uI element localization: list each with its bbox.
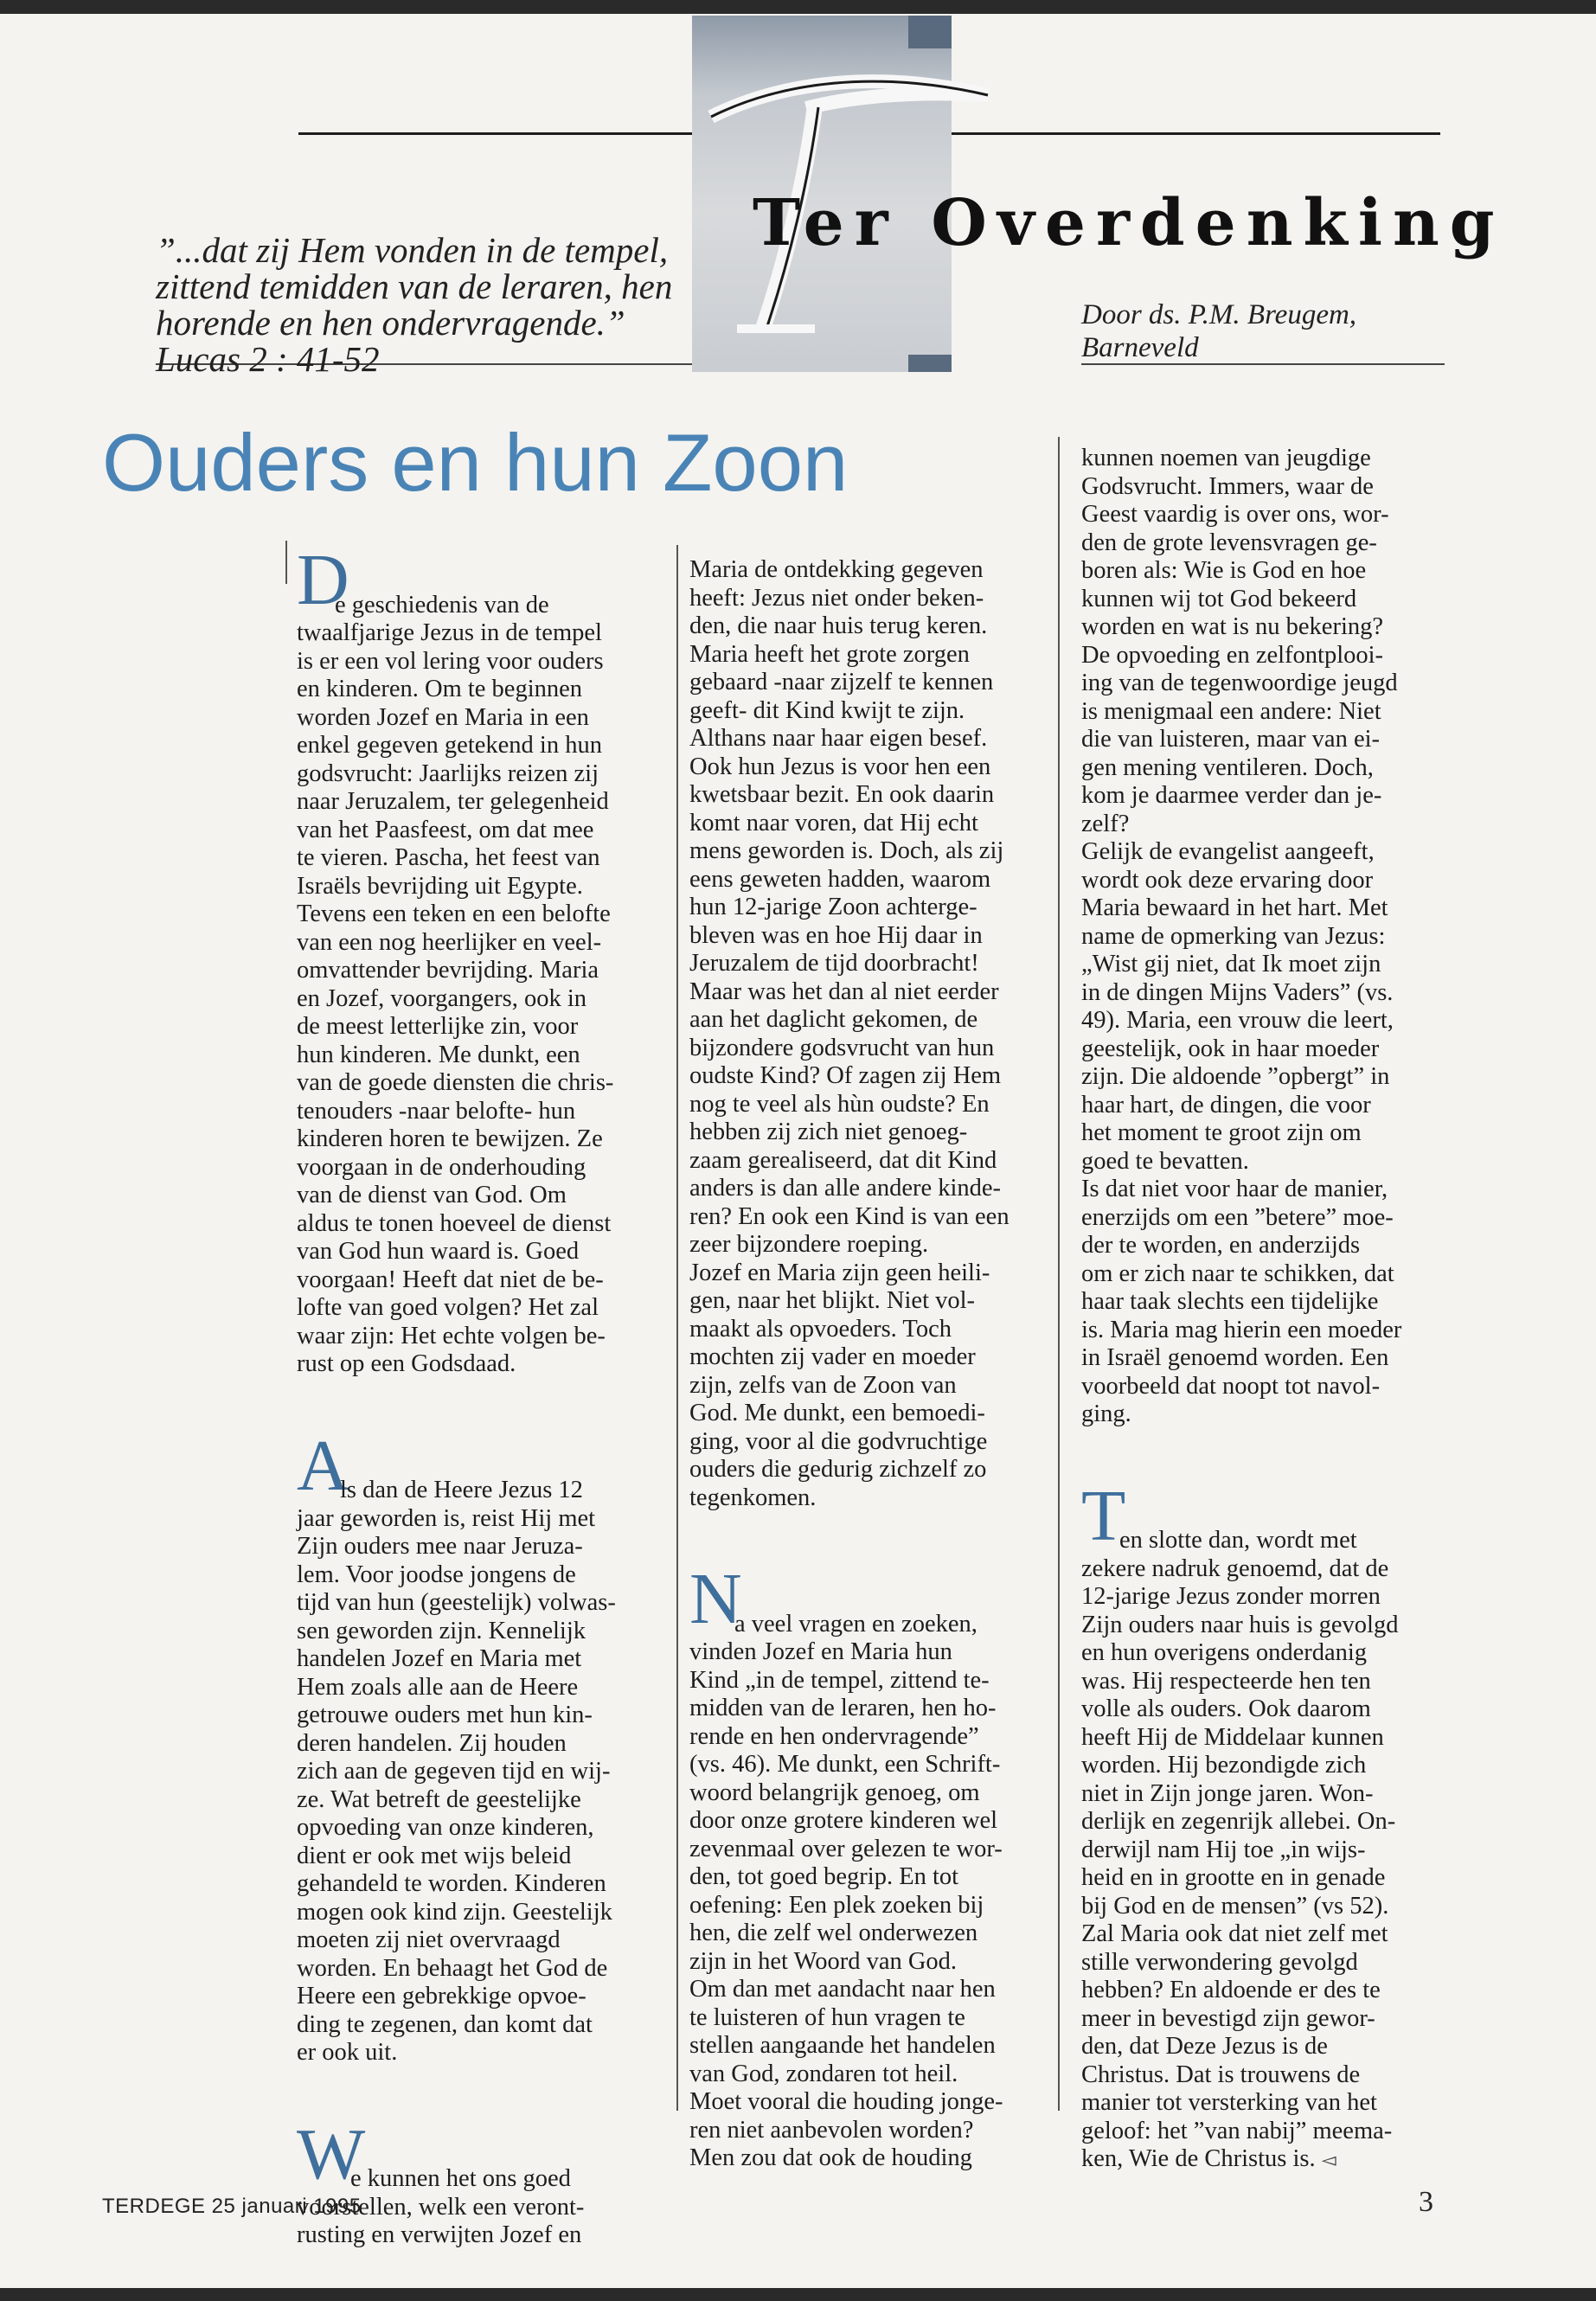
text-line: jaar geworden is, reist Hij met (297, 1504, 596, 1532)
drop-cap: N (689, 1559, 742, 1639)
text-line: en hun overigens onderdanig (1081, 1639, 1368, 1666)
text-line: handelen Jozef en Maria met (297, 1645, 582, 1672)
text-line: Hem zoals alle aan de Heere (297, 1673, 579, 1701)
text-line: tijd van hun (geestelijk) volwas- (297, 1589, 616, 1616)
drop-cap: A (297, 1425, 349, 1506)
text-line: volle als ouders. Ook daarom (1081, 1695, 1371, 1722)
text-line: eens geweten hadden, waarom (689, 865, 991, 893)
text-line: manier tot versterking van het (1081, 2089, 1377, 2116)
text-line: Jeruzalem de tijd doorbracht! (689, 950, 979, 977)
text-line: maakt als opvoeders. Toch (689, 1315, 952, 1343)
text-line: deren handelen. Zij houden (297, 1729, 567, 1757)
text-line: gen, naar het blijkt. Niet vol- (689, 1287, 976, 1314)
text-line: haar hart, de dingen, die voor (1081, 1091, 1371, 1118)
text-line: van het Paasfeest, om dat mee (297, 816, 594, 843)
text-line: te vieren. Pascha, het feest van (297, 844, 600, 871)
header-rule-left (298, 132, 695, 135)
paragraph (1081, 445, 1445, 1429)
text-line: De opvoeding en zelfontplooi- (1081, 641, 1384, 669)
text-line: zelf? (1081, 810, 1130, 837)
text-line: Zijn ouders mee naar Jeruza- (297, 1533, 583, 1560)
paragraph-opening (1081, 1475, 1445, 1556)
text-line: „Wist gij niet, dat Ik moet zijn (1081, 951, 1381, 977)
text-line: de meest letterlijke zin, voor (297, 1013, 579, 1040)
text-line: den, dat Deze Jezus is de (1081, 2033, 1328, 2060)
text-line: voorgaan in de onderhouding (297, 1153, 586, 1181)
text-line: voorgaan! Heeft dat niet de be- (297, 1266, 604, 1293)
text-line: Heere een gebrekkige opvoe- (297, 1983, 586, 2009)
text-line: rende en hen ondervragende” (689, 1722, 979, 1750)
text-line: Kind „in de tempel, zittend te- (689, 1666, 990, 1694)
text-line: worden en wat is nu bekering? (1081, 613, 1384, 640)
text-line: (vs. 46). Me dunkt, een Schrift- (689, 1751, 1001, 1778)
text-line: wordt ook deze ervaring door (1081, 866, 1374, 894)
opening-line: e kunnen het ons goed (350, 2165, 571, 2192)
text-line: hen, die zelf wel onderwezen (689, 1920, 978, 1946)
text-line: voorstellen, welk een veront- (297, 2193, 585, 2221)
header-rule-right (952, 132, 1440, 135)
text-line: oudste Kind? Of zagen zij Hem (689, 1062, 1002, 1089)
text-line: name de opmerking van Jezus: (1081, 922, 1386, 950)
text-line: was. Hij respecteerde hen ten (1081, 1667, 1371, 1695)
text-line: lem. Voor joodse jongens de (297, 1561, 576, 1588)
text-line: ging. (1081, 1400, 1131, 1427)
text-line: om er zich naar te schikken, dat (1081, 1259, 1394, 1287)
paragraph (689, 1638, 1053, 2173)
text-line: opvoeding van onze kinderen, (297, 1814, 594, 1841)
quote-line: ”...dat zij Hem vonden in de tempel, (156, 230, 669, 270)
text-line: is er een vol lering voor ouders (297, 647, 604, 675)
text-line: Godsvrucht. Immers, waar de (1081, 472, 1374, 500)
text-line: gen mening ventileren. Doch, (1081, 753, 1374, 781)
text-line: die van luisteren, maar van ei- (1081, 726, 1381, 753)
text-line: ren? En ook een Kind is van een (689, 1202, 1010, 1230)
text-line: der te worden, en anderzijds (1081, 1232, 1361, 1259)
text-line: den de grote levensvragen ge- (1081, 529, 1377, 556)
text-line: moeten zij niet overvraagd (297, 1926, 561, 1953)
text-line: boren als: Wie is God en hoe (1081, 557, 1367, 584)
drop-cap: D (297, 540, 349, 620)
text-line: en kinderen. Om te beginnen (297, 676, 583, 702)
text-line: mogen ook kind zijn. Geestelijk (297, 1898, 612, 1926)
column-divider (676, 545, 678, 2111)
text-line: God. Me dunkt, een bemoedi- (689, 1400, 985, 1426)
text-line: Men zou dat ook de houding (689, 2144, 972, 2171)
text-line (1081, 2145, 1445, 2174)
text-line: is menigmaal een andere: Niet (1081, 697, 1381, 725)
footer-publication: TERDEGE 25 januari 1995 (102, 2195, 362, 2218)
text-line: geloof: het ”van nabij” meema- (1081, 2117, 1393, 2144)
text-line: zekere nadruk genoemd, dat de (1081, 1554, 1389, 1582)
text-line: dient er ook met wijs beleid (297, 1842, 572, 1869)
text-line: van een nog heerlijker en veel- (297, 928, 602, 956)
text-line: Zijn ouders naar huis is gevolgd (1081, 1611, 1399, 1638)
text-line: derlijk en zegenrijk allebei. On- (1081, 1808, 1396, 1835)
text-line: oefening: Een plek zoeken bij (689, 1891, 984, 1919)
text-line: kom je daarmee verder dan je- (1081, 782, 1382, 809)
text-line: mochten zij vader en moeder (689, 1343, 976, 1370)
text-line: heeft: Jezus niet onder beken- (689, 584, 984, 612)
text-line: Maria bewaard in het hart. Met (1081, 894, 1388, 921)
text-line: bij God en de mensen” (vs 52). (1081, 1892, 1389, 1920)
byline (1081, 298, 1445, 364)
paragraph (689, 556, 1053, 1512)
text-line: Israëls bevrijding uit Egypte. (297, 872, 583, 900)
text-line: Moet vooral die houding jonge- (689, 2088, 1003, 2115)
text-line: te luisteren of hun vragen te (689, 2003, 965, 2031)
text-line: van de dienst van God. Om (297, 1182, 567, 1208)
text-line: kinderen horen te bewijzen. Ze (297, 1125, 603, 1152)
text-line: zevenmaal over gelezen te wor- (689, 1835, 1003, 1862)
byline-author: Door ds. P.M. Breugem, (1081, 299, 1357, 330)
column-title: Ter Overdenking (753, 186, 1505, 260)
text-line: door onze grotere kinderen wel (689, 1807, 998, 1834)
text-line: hebben zij zich niet genoeg- (689, 1118, 968, 1145)
text-line: van God, zondaren tot heil. (689, 2060, 958, 2087)
text-line: hebben? En aldoende er des te (1081, 1977, 1381, 2003)
text-line: worden. Hij bezondigde zich (1081, 1752, 1367, 1779)
scripture-quote (156, 230, 673, 379)
opening-line: e geschiedenis van de (335, 591, 549, 619)
text-line: ding te zegenen, dan komt dat (297, 2010, 593, 2038)
text-line: tenouders -naar belofte- hun (297, 1097, 576, 1125)
text-line: bijzondere godsvrucht van hun (689, 1034, 995, 1061)
text-line: vinden Jozef en Maria hun (689, 1638, 952, 1665)
page-number: 3 (1419, 2186, 1433, 2218)
text-line: ouders die gedurig zichzelf zo (689, 1456, 987, 1483)
top-border (0, 0, 1596, 14)
text-line: nog te veel als hùn oudste? En (689, 1090, 990, 1118)
text-line: aldus te tonen hoeveel de dienst (297, 1209, 612, 1237)
byline-place: Barneveld (1081, 332, 1199, 363)
text-line: bleven was en hoe Hij daar in (689, 921, 983, 949)
text-line: zaam gerealiseerd, dat dit Kind (689, 1146, 997, 1174)
text-line: Is dat niet voor haar de manier, (1081, 1176, 1388, 1202)
text-line: Christus. Dat is trouwens de (1081, 2061, 1361, 2088)
text-line: den, die naar huis terug keren. (689, 612, 988, 639)
quote-line: horende en hen ondervragende.” (156, 303, 625, 343)
text-line: twaalfjarige Jezus in de tempel (297, 619, 602, 646)
paragraph (297, 619, 669, 1379)
end-of-article-mark-icon: ◅ (1321, 2149, 1336, 2170)
text-line: van de goede diensten die chris- (297, 1069, 614, 1096)
text-line: 12-jarige Jezus zonder morren (1081, 1583, 1381, 1610)
text-line: gebaard -naar zijzelf te kennen (689, 669, 994, 695)
text-line: hun 12-jarige Zoon achterge- (689, 894, 977, 920)
opening-line: a veel vragen en zoeken, (734, 1610, 977, 1638)
text-line: enkel gegeven getekend in hun (297, 732, 602, 759)
column-divider (1058, 437, 1060, 2111)
article-headline: Ouders en hun Zoon (102, 417, 849, 508)
article-column-2 (689, 556, 1053, 2173)
text-line: den, tot goed begrip. En tot (689, 1863, 959, 1890)
text-line: zich aan de gegeven tijd en wij- (297, 1758, 611, 1785)
text-line: geestelijk, ook in haar moeder (1081, 1035, 1380, 1062)
text-line: stellen aangaande het handelen (689, 2032, 996, 2059)
article-column-1 (297, 540, 669, 2250)
text-line: getrouwe ouders met hun kin- (297, 1702, 593, 1728)
text-line: midden van de leraren, hen ho- (689, 1695, 997, 1721)
text-line: tegenkomen. (689, 1484, 817, 1511)
text-line: zeer bijzondere roeping. (689, 1231, 929, 1258)
text-line: komt naar voren, dat Hij echt (689, 809, 978, 836)
text-line: niet in Zijn jonge jaren. Won- (1081, 1779, 1374, 1807)
text-line: zijn in het Woord van God. (689, 1947, 958, 1975)
paragraph (297, 1505, 669, 2067)
text-line: ze. Wat betreft de geestelijke (297, 1785, 581, 1813)
text-line: is. Maria mag hierin een moeder (1081, 1316, 1402, 1343)
paragraph-opening (297, 1425, 669, 1506)
text-line: stille verwondering gevolgd (1081, 1948, 1358, 1976)
text-line: woord belangrijk genoeg, om (689, 1779, 980, 1806)
header-block-strip-bottom (908, 355, 952, 372)
text-line: gehandeld te worden. Kinderen (297, 1870, 606, 1897)
text-line: anders is dan alle andere kinde- (689, 1175, 1002, 1202)
text-line: lofte van goed volgen? Het zal (297, 1294, 599, 1321)
text-line: worden Jozef en Maria in een (297, 703, 589, 731)
text-line: rusting en verwijten Jozef en (297, 2221, 582, 2248)
text-line: rust op een Godsdaad. (297, 1350, 516, 1377)
text-line: kwetsbaar bezit. En ook daarin (689, 781, 995, 808)
text-line: en Jozef, voorgangers, ook in (297, 984, 587, 1012)
text-line: mens geworden is. Doch, als zij (689, 837, 1004, 864)
text-line: ging, voor al die godvruchtige (689, 1427, 988, 1455)
text-line: derwijl nam Hij toe „in wijs- (1081, 1836, 1366, 1863)
quote-reference: Lucas 2 : 41-52 (156, 339, 380, 379)
text-line: van God hun waard is. Goed (297, 1238, 580, 1265)
text-line: hun kinderen. Me dunkt, een (297, 1041, 580, 1068)
paragraph-opening (689, 1559, 1053, 1639)
text-line: in Israël genoemd worden. Een (1081, 1344, 1389, 1371)
text-line: haar taak slechts een tijdelijke (1081, 1288, 1379, 1315)
text-line: in de dingen Mijns Vaders” (vs. (1081, 978, 1394, 1006)
text-line: naar Jeruzalem, ter gelegenheid (297, 788, 609, 815)
text-line: Geest vaardig is over ons, wor- (1081, 501, 1389, 528)
text-line: Jozef en Maria zijn geen heili- (689, 1259, 990, 1286)
text-line: voorbeeld dat noopt tot navol- (1081, 1372, 1381, 1400)
text-line: Maria de ontdekking gegeven (689, 556, 984, 583)
text-line: Om dan met aandacht naar hen (689, 1976, 996, 2003)
text-line: kunnen noemen van jeugdige (1081, 445, 1371, 471)
drop-cap: T (1081, 1475, 1126, 1556)
text-line: het moment te groot zijn om (1081, 1119, 1362, 1146)
text-line: ren niet aanbevolen worden? (689, 2116, 974, 2144)
opening-line: ls dan de Heere Jezus 12 (340, 1477, 583, 1503)
bottom-border (0, 2288, 1596, 2301)
text-line: ing van de tegenwoordige jeugd (1081, 670, 1398, 696)
text-line: zijn, zelfs van de Zoon van (689, 1371, 957, 1399)
opening-line: en slotte dan, wordt met (1119, 1527, 1357, 1554)
paragraph (1081, 1555, 1445, 2146)
text-line: goed te bevatten. (1081, 1147, 1249, 1175)
text-line: geeft- dit Kind kwijt te zijn. (689, 696, 965, 724)
text-line: Ook hun Jezus is voor hen een (689, 753, 991, 780)
text-line: aan het daglicht gekomen, de (689, 1006, 978, 1033)
text-line: Gelijk de evangelist aangeeft, (1081, 838, 1375, 865)
drop-cap: W (297, 2113, 366, 2195)
text-line: worden. En behaagt het God de (297, 1954, 608, 1982)
text-line: er ook uit. (297, 2039, 398, 2066)
text-line: sen geworden zijn. Kennelijk (297, 1617, 586, 1644)
text-line: godsvrucht: Jaarlijks reizen zij (297, 760, 599, 787)
text-line: enerzijds om een ”betere” moe- (1081, 1203, 1394, 1231)
text-line: Zal Maria ook dat niet zelf met (1081, 1920, 1388, 1947)
text-line: Tevens een teken en een belofte (297, 901, 611, 927)
text-line: Maar was het dan al niet eerder (689, 977, 999, 1005)
text-line: heeft Hij de Middelaar kunnen (1081, 1723, 1384, 1751)
text-line: Maria heeft het grote zorgen (689, 640, 970, 668)
text-line: waar zijn: Het echte volgen be- (297, 1322, 606, 1349)
text-line: Althans naar haar eigen besef. (689, 725, 988, 752)
paragraph-opening (297, 2113, 669, 2195)
text-line: zijn. Die aldoende ”opbergt” in (1081, 1063, 1390, 1090)
quote-line: zittend temidden van de leraren, hen (156, 266, 673, 306)
text-line: meer in bevestigd zijn gewor- (1081, 2004, 1375, 2032)
column-divider (285, 541, 287, 584)
paragraph-opening (297, 540, 669, 620)
closing-line: ken, Wie de Christus is. (1081, 2145, 1316, 2172)
text-line: heid en in grootte en in genade (1081, 1864, 1386, 1891)
article-column-3 (1081, 445, 1445, 2174)
text-line: 49). Maria, een vrouw die leert, (1081, 1007, 1394, 1034)
text-line: omvattender bevrijding. Maria (297, 957, 599, 984)
text-line: kunnen wij tot God bekeerd (1081, 585, 1357, 612)
